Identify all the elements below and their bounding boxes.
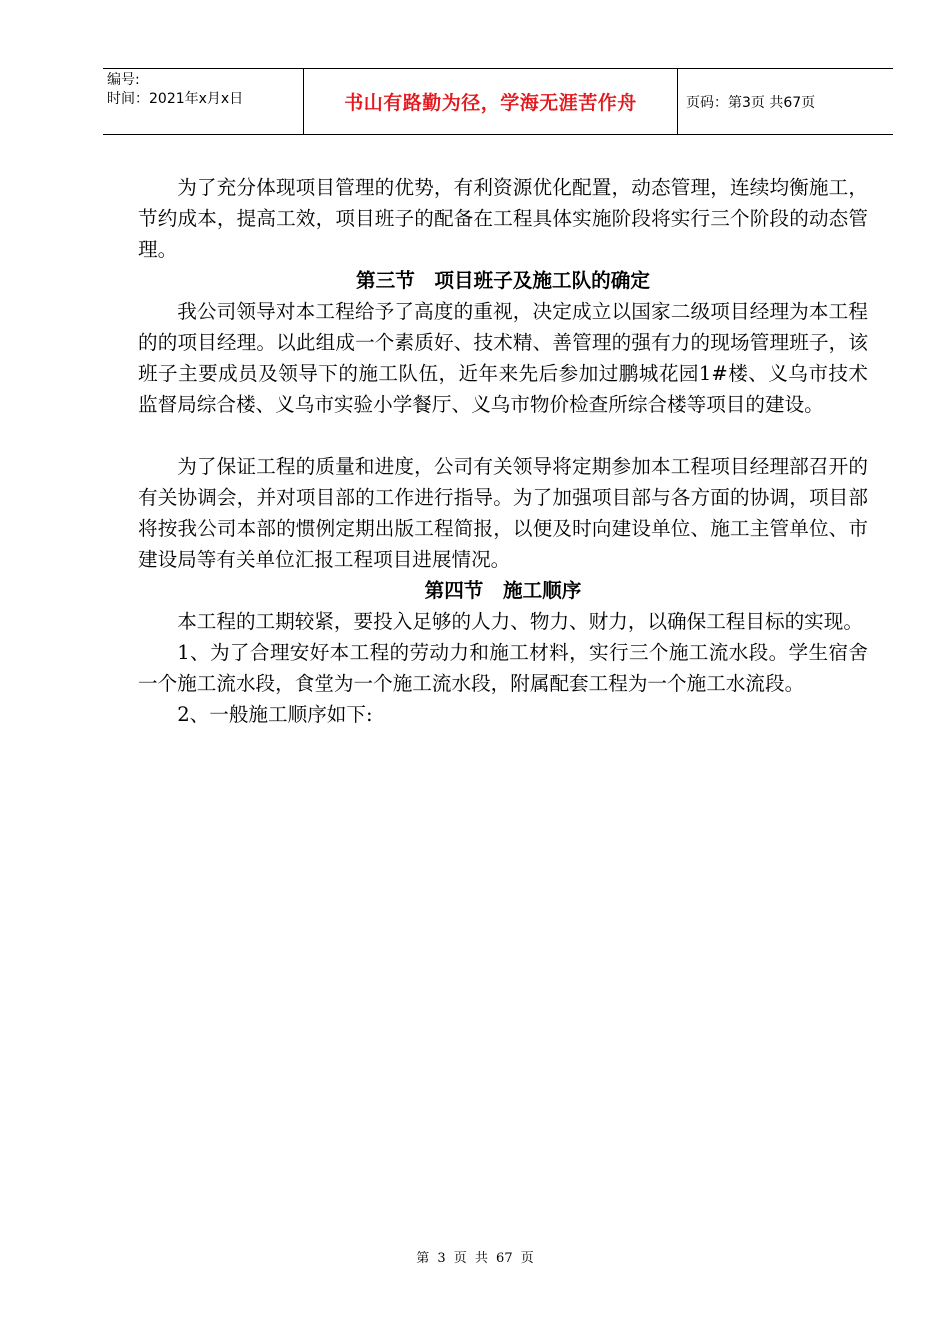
- document-body: [138, 172, 868, 730]
- page-footer: 第 3 页 共 67 页: [416, 1251, 534, 1266]
- header-page-cell: [678, 69, 893, 134]
- motto-text: 书山有路勤为径，学海无涯苦作舟: [344, 92, 637, 114]
- paragraph-intro: 为了充分体现项目管理的优势，有利资源优化配置，动态管理，连续均衡施工，节约成本，提高工效，项目班子的配备在工程具体实施阶段将实行三个阶段的动态管理。: [138, 176, 868, 261]
- section-4-title: 第四节 施工顺序: [424, 579, 582, 602]
- paragraph-spacer: [138, 420, 868, 451]
- paragraph-flow-sections: 1、为了合理安好本工程的劳动力和施工材料，实行三个施工流水段。学生宿舍一个施工流水段，食堂为一个施工流水段，附属配套工程为一个施工水流段。: [138, 641, 868, 695]
- paragraph-coordination: 为了保证工程的质量和进度，公司有关领导将定期参加本工程项目经理部召开的有关协调会，并对项目部的工作进行指导。为了加强项目部与各方面的协调，项目部将按我公司本部的惯例定期出版工程简报，以便及时向建设单位、施工主管单位、市建设局等有关单位汇报工程项目进展情况。: [138, 455, 868, 571]
- page-header: [103, 68, 893, 135]
- paragraph-schedule: 本工程的工期较紧，要投入足够的人力、物力、财力，以确保工程目标的实现。: [177, 610, 863, 633]
- paragraph-team: 我公司领导对本工程给予了高度的重视，决定成立以国家二级项目经理为本工程的的项目经理。以此组成一个素质好、技术精、善管理的强有力的现场管理班子，该班子主要成员及领导下的施工队伍，近年来先后参加过鹏城花园1#楼、义乌市技术监督局综合楼、义乌市实验小学餐厅、义乌市物价检查所综合楼等项目的建设。: [138, 300, 868, 416]
- header-motto-cell: [304, 69, 678, 134]
- page-code: 页码：第3页 共67页: [686, 94, 816, 111]
- serial-number-label: 编号:: [107, 72, 140, 88]
- paragraph-sequence: 2、一般施工顺序如下:: [177, 703, 373, 726]
- header-meta-cell: [103, 69, 304, 134]
- date-label: 时间：2021年x月x日: [107, 91, 244, 107]
- section-3-title: 第三节 项目班子及施工队的确定: [356, 269, 650, 292]
